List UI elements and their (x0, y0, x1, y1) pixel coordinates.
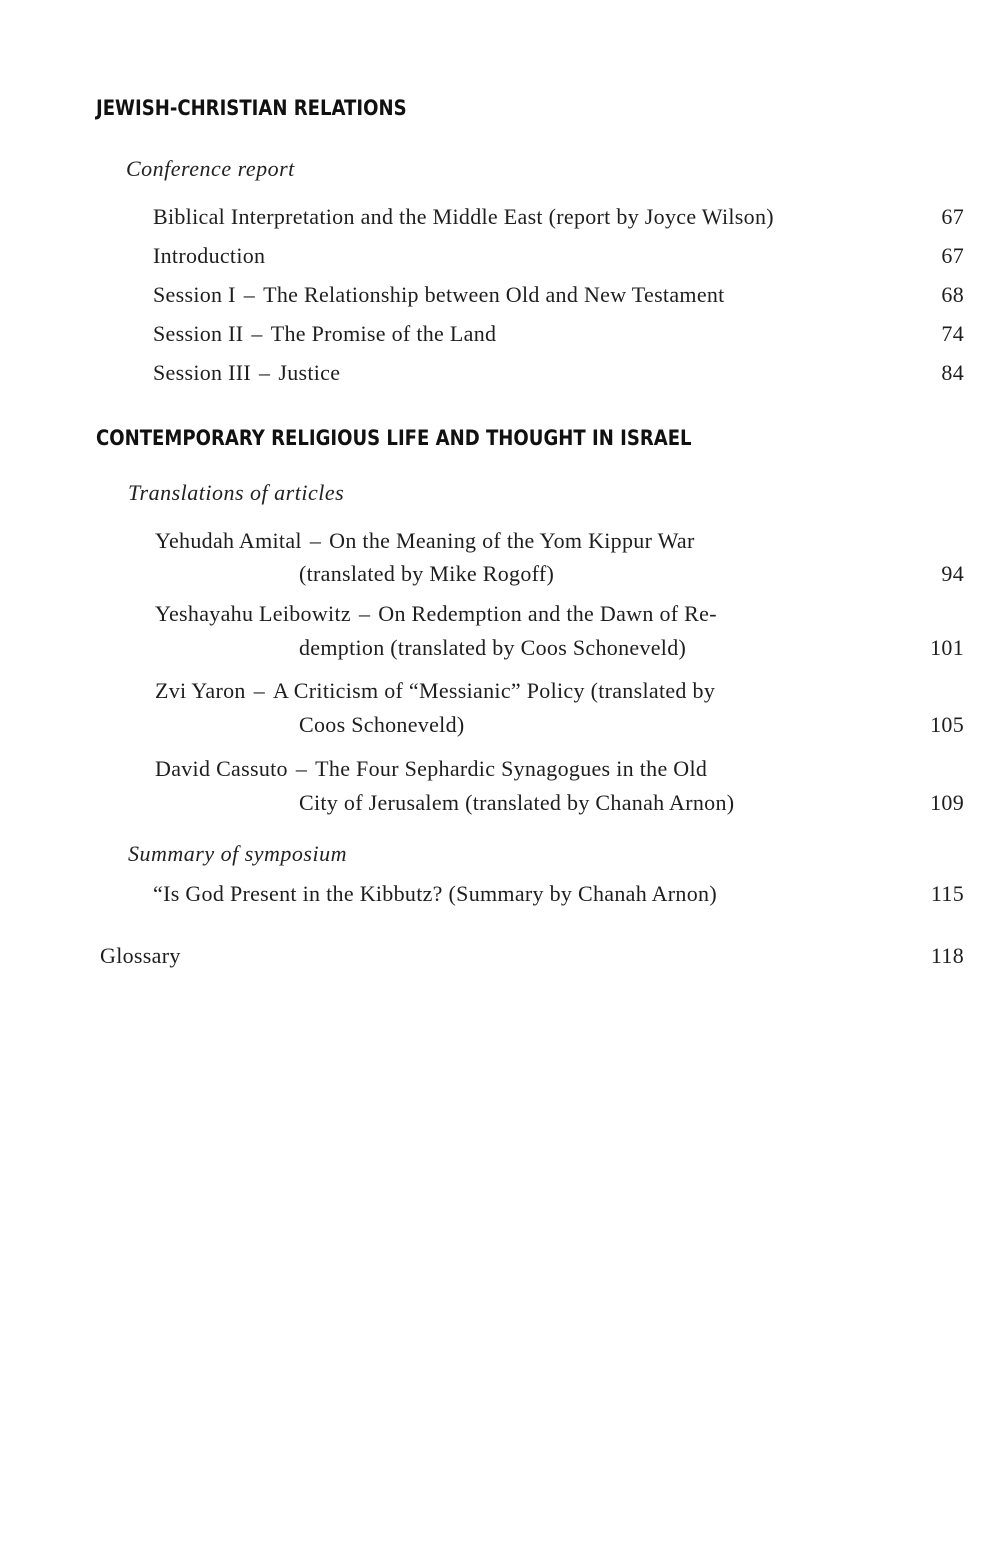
separator-dash: – (243, 282, 256, 307)
subheading-conference-report: Conference report (126, 156, 295, 181)
entry-author: Session II (153, 321, 244, 346)
entry-author: David Cassuto (155, 756, 288, 781)
entry-title: A Criticism of “Messianic” Policy (translated by (273, 678, 716, 703)
page-number: 67 (941, 243, 964, 268)
subheading-translations-of-articles: Translations of articles (128, 480, 345, 505)
page-number: 74 (941, 321, 964, 346)
separator-dash: – (259, 360, 271, 385)
subheading-summary-of-symposium: Summary of symposium (128, 841, 347, 866)
entry-author: Zvi Yaron (155, 678, 246, 703)
separator-dash: – (309, 528, 322, 553)
page-number: 105 (930, 712, 964, 737)
entry-title: On Redemption and the Dawn of Re- (378, 601, 717, 626)
separator-dash: – (253, 678, 266, 703)
section-heading-contemporary-religious-life: CONTEMPORARY RELIGIOUS LIFE AND THOUGHT IN ISRAEL (96, 426, 692, 450)
entry-author: Session I (153, 282, 236, 307)
entry-continuation: Coos Schoneveld) (299, 712, 465, 737)
page-number: 94 (941, 561, 964, 586)
entry-continuation: demption (translated by Coos Schoneveld) (299, 635, 687, 660)
entry-author: Yehudah Amital (155, 528, 302, 553)
page-number: 101 (930, 635, 964, 660)
entry-continuation: City of Jerusalem (translated by Chanah Arnon) (299, 790, 735, 815)
entry-continuation: (translated by Mike Rogoff) (299, 561, 555, 586)
page-number: 109 (930, 790, 964, 815)
entry-title: The Four Sephardic Synagogues in the Old (315, 756, 708, 781)
section-heading-jewish-christian-relations: JEWISH-CHRISTIAN RELATIONS (96, 96, 407, 120)
page-number: 115 (930, 881, 964, 906)
separator-dash: – (358, 601, 371, 626)
entry-title: The Promise of the Land (270, 321, 497, 346)
entry-author: Session III (153, 360, 252, 385)
entry-author: Yeshayahu Leibowitz (155, 601, 351, 626)
entry-title: Glossary (100, 943, 181, 968)
entry-title: On the Meaning of the Yom Kippur War (329, 528, 695, 553)
separator-dash: – (251, 321, 263, 346)
entry-title: The Relationship between Old and New Testament (263, 282, 725, 307)
entry-title: Justice (278, 360, 341, 385)
page-number: 84 (941, 360, 964, 385)
entry-title: Introduction (153, 243, 266, 268)
page-number: 118 (930, 943, 964, 968)
page-number: 67 (941, 204, 964, 229)
entry-title: Biblical Interpretation and the Middle East (report by Joyce Wilson) (153, 204, 774, 229)
entry-title: “Is God Present in the Kibbutz? (Summary by Chanah Arnon) (153, 881, 717, 906)
separator-dash: – (295, 756, 308, 781)
page-number: 68 (941, 282, 964, 307)
